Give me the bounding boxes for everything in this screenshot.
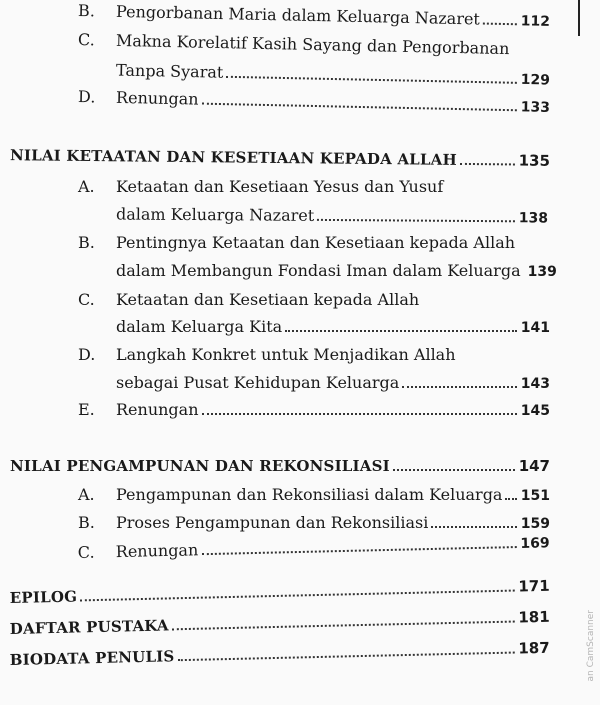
toc-entry-1d: [78, 87, 550, 116]
entry-letter: C.: [77, 30, 96, 50]
chapter-title: BIODATA PENULIS: [9, 647, 175, 669]
leader-dots: [80, 589, 514, 602]
chapter-title: NILAI KETAATAN DAN KESETIAAN KEPADA ALLAH: [9, 146, 458, 169]
page-edge-line: [578, 0, 580, 36]
entry-page: 129: [520, 71, 551, 89]
chapter-page: 181: [518, 607, 550, 627]
toc-entry-2b-line2: [116, 261, 557, 280]
entry-letter: A.: [78, 485, 95, 504]
toc-chapter-pengampunan: [10, 457, 550, 475]
chapter-title: EPILOG: [9, 587, 78, 607]
toc-entry-2c-line1: [78, 290, 419, 309]
entry-letter: E.: [78, 400, 95, 419]
entry-letter: D.: [78, 345, 96, 364]
chapter-page: 147: [518, 457, 550, 475]
entry-page: 159: [520, 516, 550, 532]
leader-dots: [393, 468, 515, 471]
toc-biodata-penulis: [10, 639, 550, 669]
leader-dots: [202, 412, 517, 415]
entry-page: 138: [518, 210, 549, 227]
leader-dots: [226, 75, 516, 84]
entry-page: 151: [520, 488, 550, 504]
entry-title: Renungan: [116, 400, 199, 419]
leader-dots: [172, 620, 515, 631]
chapter-title: NILAI PENGAMPUNAN DAN REKONSILIASI: [10, 457, 390, 475]
entry-page: 133: [520, 99, 551, 116]
entry-letter: C.: [78, 290, 95, 309]
leader-dots: [460, 162, 515, 166]
leader-dots: [201, 102, 516, 112]
entry-title-cont: Tanpa Syarat: [115, 60, 224, 82]
entry-page: 139: [527, 264, 557, 280]
entry-title: Renungan: [115, 540, 199, 562]
entry-title: Ketaatan dan Kesetiaan kepada Allah: [116, 290, 420, 309]
chapter-page: 135: [518, 151, 551, 170]
entry-letter: B.: [78, 233, 95, 252]
entry-letter: A.: [78, 177, 95, 196]
toc-chapter-ketaatan: [10, 146, 550, 170]
entry-title-cont: dalam Membangun Fondasi Iman dalam Keluarga: [116, 261, 521, 280]
entry-page: 169: [520, 535, 550, 552]
toc-entry-2d-line1: [78, 345, 456, 364]
toc-entry-1c-line1: [78, 30, 550, 59]
entry-letter: B.: [77, 1, 96, 21]
toc-daftar-pustaka: [10, 608, 550, 638]
toc-entry-2d-line2: [116, 373, 550, 392]
entry-title: Pentingnya Ketaatan dan Kesetiaan kepada Allah: [116, 233, 516, 252]
leader-dots: [317, 218, 515, 222]
toc-entry-1c-line2: [116, 60, 550, 88]
entry-page: 141: [520, 320, 550, 336]
toc-entry-2c-line2: [116, 317, 550, 336]
entry-title: Langkah Konkret untuk Menjadikan Allah: [116, 345, 456, 364]
leader-dots: [505, 497, 516, 500]
chapter-title: DAFTAR PUSTAKA: [9, 616, 169, 638]
chapter-page: 187: [518, 638, 550, 658]
leader-dots: [431, 525, 516, 528]
entry-page: 112: [520, 13, 551, 30]
leader-dots: [483, 22, 517, 26]
entry-letter: D.: [77, 87, 96, 107]
toc-entry-2a-line1: [78, 177, 443, 196]
entry-page: 143: [520, 376, 550, 392]
entry-title: Pengampunan dan Rekonsiliasi dalam Keluarga: [116, 485, 503, 504]
entry-title: Renungan: [115, 87, 199, 109]
entry-letter: C.: [77, 542, 95, 562]
toc-entry-2a-line2: [116, 204, 548, 226]
toc-entry-3a: [78, 485, 550, 504]
toc-entry-2b-line1: [78, 233, 515, 252]
leader-dots: [285, 329, 517, 332]
entry-page: 145: [520, 403, 550, 419]
scanner-watermark: an CamScanner: [586, 610, 596, 682]
entry-title: Makna Korelatif Kasih Sayang dan Pengorbanan: [115, 30, 510, 59]
leader-dots: [178, 651, 515, 662]
entry-title-cont: dalam Keluarga Kita: [116, 317, 283, 336]
entry-title-cont: sebagai Pusat Kehidupan Keluarga: [116, 373, 400, 392]
toc-epilog: [10, 577, 550, 607]
toc-entry-2e: [78, 400, 550, 419]
chapter-page: 171: [518, 576, 550, 596]
leader-dots: [402, 385, 516, 388]
entry-title: Proses Pengampunan dan Rekonsiliasi: [116, 513, 429, 532]
entry-title: Pengorbanan Maria dalam Keluarga Nazaret: [115, 1, 481, 29]
toc-entry-3b: [78, 513, 550, 532]
leader-dots: [201, 545, 516, 555]
entry-letter: B.: [78, 513, 95, 532]
toc-entry-3c: [78, 532, 550, 562]
entry-title-cont: dalam Keluarga Nazaret: [115, 204, 315, 225]
entry-title: Ketaatan dan Kesetiaan Yesus dan Yusuf: [116, 177, 444, 196]
toc-entry-1b: [78, 1, 550, 30]
